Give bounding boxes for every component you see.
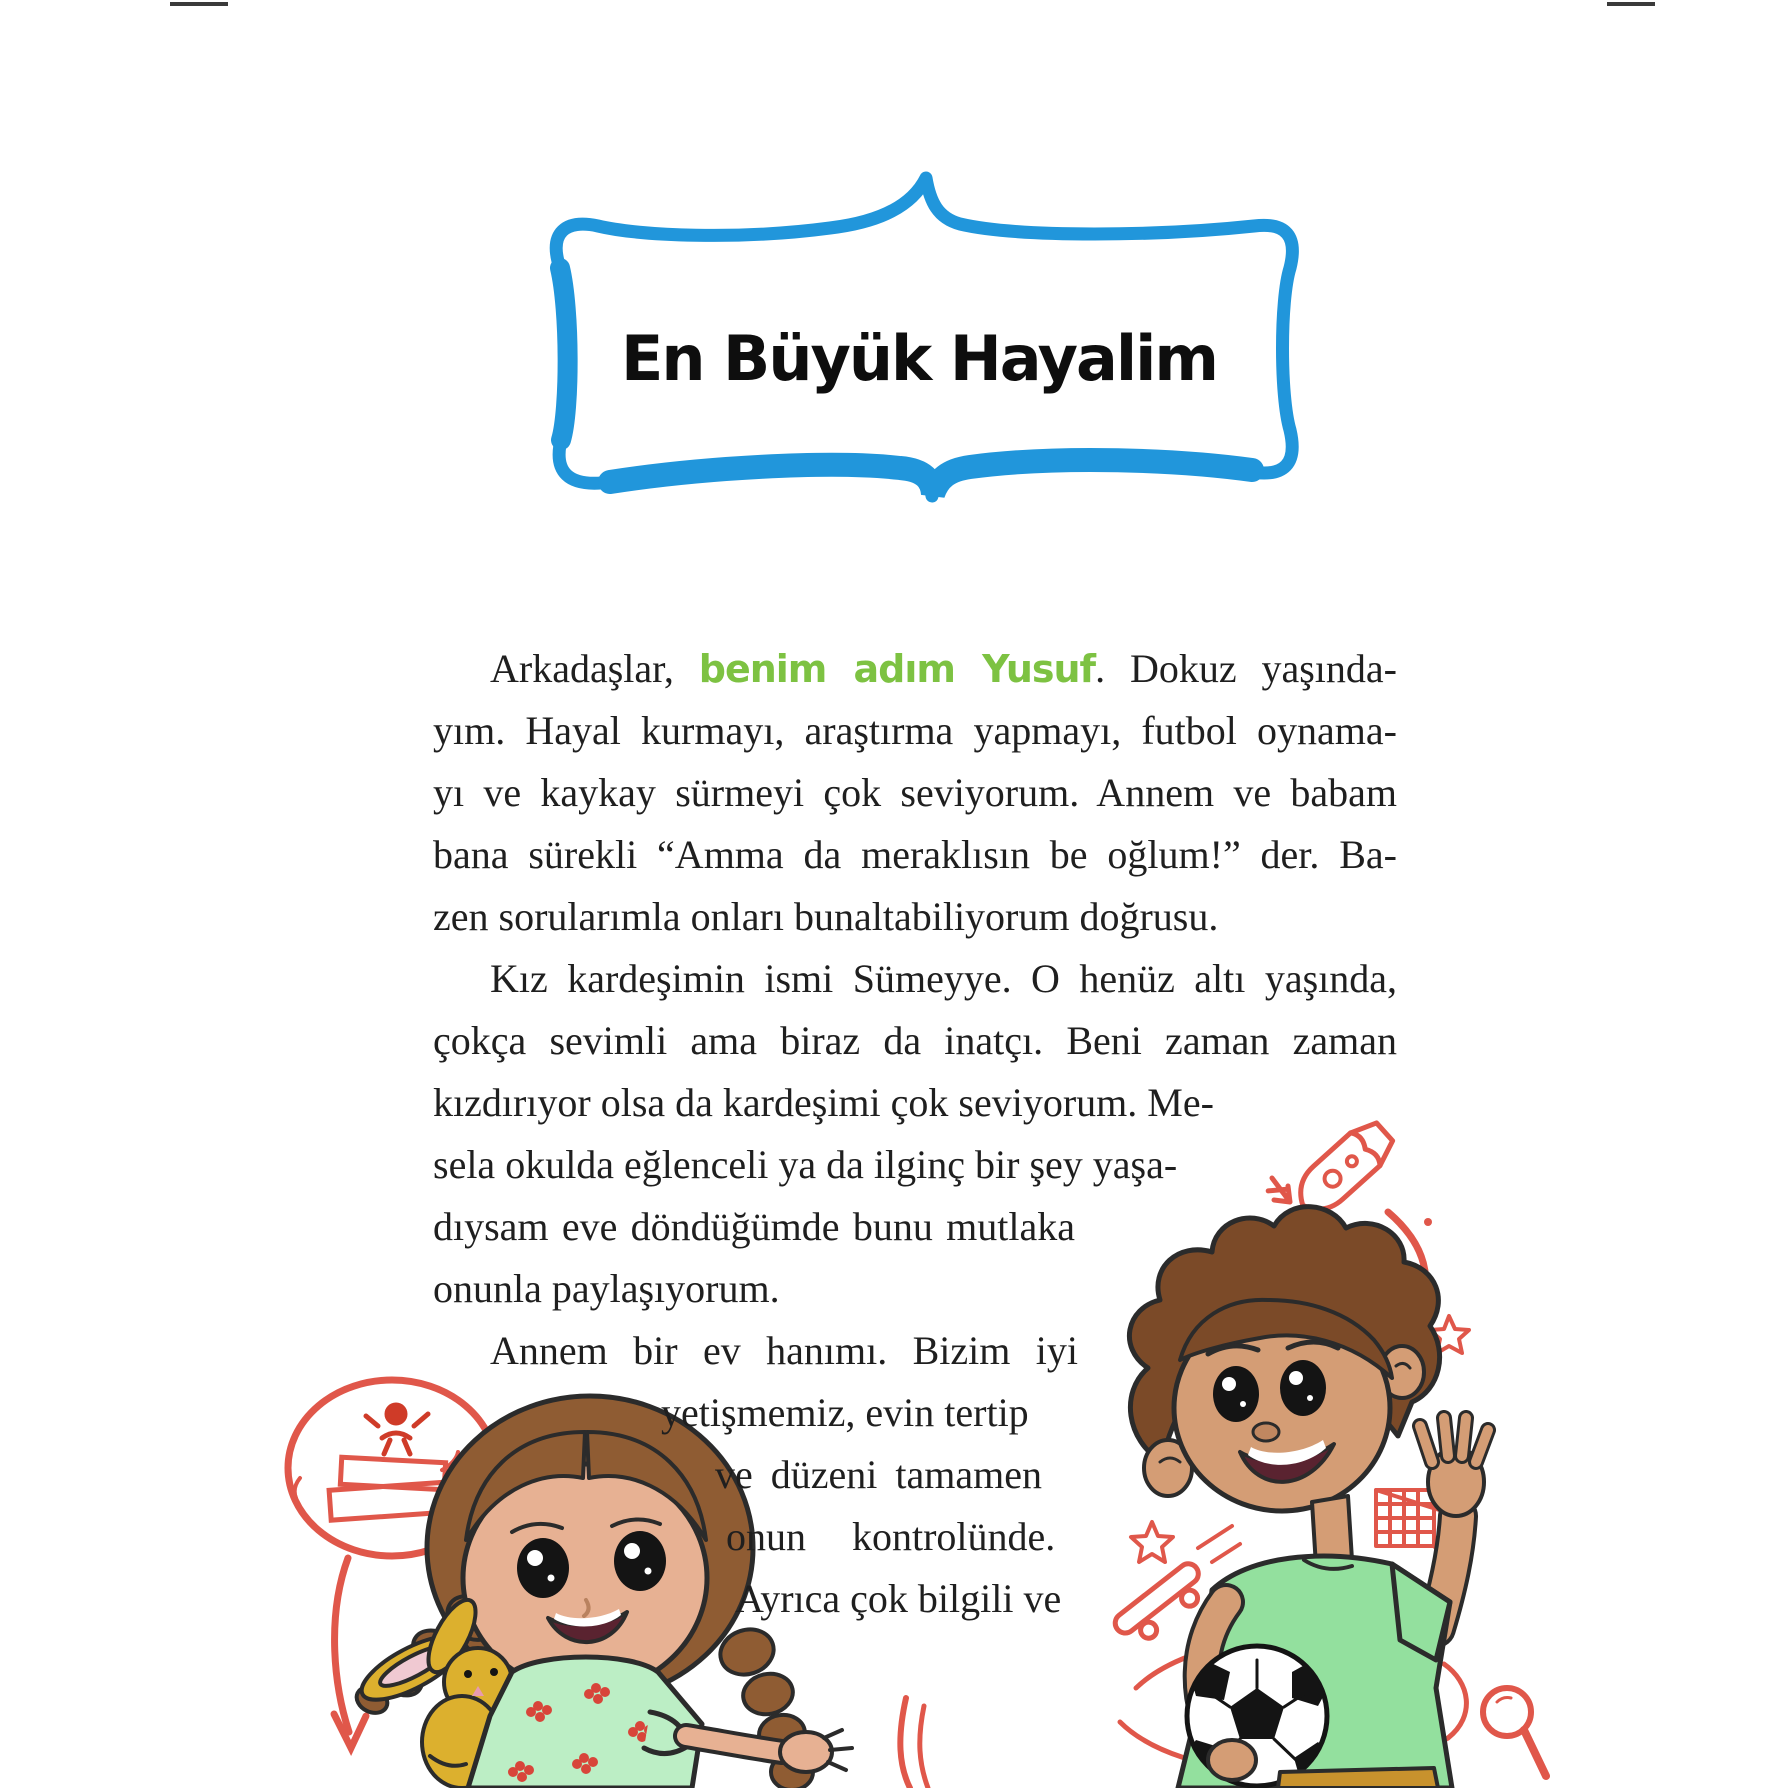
body-line: Kız kardeşimin ismi Sümeyye. O henüz altı yaşında, [490, 956, 1397, 1001]
body-line [490, 647, 1397, 691]
body-line: yı ve kaykay sürmeyi çok seviyorum. Annem ve babam [433, 770, 1397, 815]
line1-suffix: . Dokuz yaşında- [1095, 646, 1397, 691]
girl-hand [780, 1730, 852, 1772]
body-line: çokça sevimli ama biraz da inatçı. Beni zaman zaman [433, 1018, 1397, 1063]
body-line: Annem bir ev hanımı. Bizim iyi [490, 1328, 1078, 1373]
body-line: zen sorularımla onları bunaltabiliyorum doğrusu. [433, 894, 1219, 939]
hand-stroke-doodle [900, 1698, 928, 1788]
star-doodle-left [1131, 1522, 1173, 1562]
body-line: yetişmemiz, evin tertip [661, 1390, 1029, 1435]
body-line: onunla paylaşıyorum. [433, 1266, 780, 1311]
magnifier-doodle [1483, 1688, 1546, 1776]
body-line: yım. Hayal kurmayı, araştırma yapmayı, futbol oynama- [433, 708, 1397, 753]
boy-shorts [1278, 1768, 1438, 1788]
body-line: ve düzeni tamamen [715, 1452, 1042, 1497]
boy-hand [1420, 1418, 1488, 1516]
body-line: sela okulda eğlenceli ya da ilginç bir şey yaşa- [433, 1142, 1178, 1187]
line1-prefix: Arkadaşlar, [490, 646, 699, 691]
chapter-title: En Büyük Hayalim [620, 322, 1218, 395]
body-line: Ayrıca çok bilgili ve [735, 1576, 1062, 1621]
body-line: dıysam eve döndüğümde bunu mutlaka [433, 1204, 1075, 1249]
name-highlight: benim adım Yusuf [698, 647, 1096, 691]
body-line: bana sürekli “Amma da meraklısın be oğlum!” der. Ba- [433, 832, 1397, 877]
body-line: onun kontrolünde. [726, 1514, 1056, 1559]
body-line: kızdırıyor olsa da kardeşimi çok seviyorum. Me- [433, 1080, 1214, 1125]
boy-illustration [1129, 1207, 1488, 1788]
down-arrow-doodle [334, 1558, 366, 1748]
